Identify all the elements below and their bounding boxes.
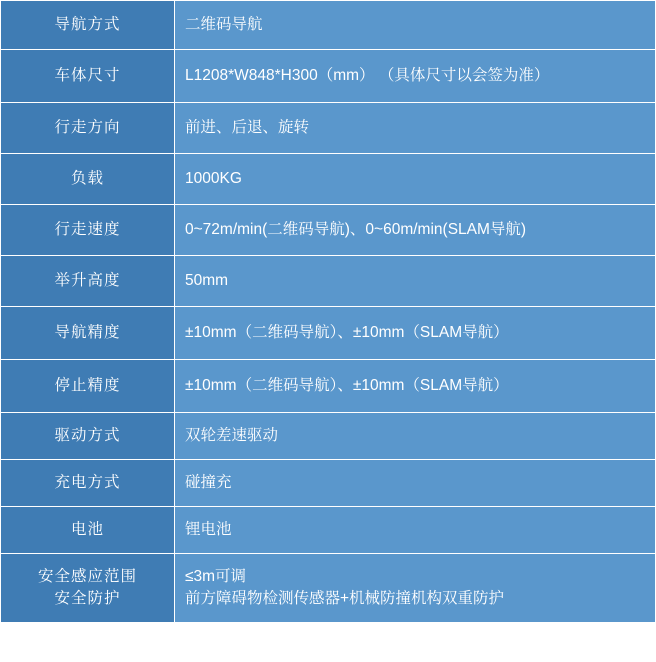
spec-label-text: 充电方式 <box>54 473 121 491</box>
spec-value-cell <box>175 103 656 154</box>
spec-label-cell <box>1 460 175 507</box>
spec-label-cell <box>1 50 175 103</box>
spec-value-text: ≤3m可调 <box>185 567 247 585</box>
spec-value-text: ±10mm（二维码导航）、±10mm（SLAM导航） <box>185 376 509 394</box>
spec-value-text: ±10mm（二维码导航）、±10mm（SLAM导航） <box>185 323 509 341</box>
table-body <box>1 1 656 623</box>
spec-label-text: 驱动方式 <box>54 426 121 444</box>
spec-label-text: 电池 <box>70 520 104 538</box>
spec-value-cell <box>175 1 656 50</box>
spec-label-text: 导航精度 <box>54 323 121 341</box>
table-row <box>1 413 656 460</box>
spec-value-cell <box>175 413 656 460</box>
spec-label-text: 行走速度 <box>54 220 121 238</box>
spec-value-cell <box>175 154 656 205</box>
spec-value-text: 锂电池 <box>185 520 232 538</box>
spec-value-cell <box>175 256 656 307</box>
spec-label-cell <box>1 256 175 307</box>
table-row <box>1 360 656 413</box>
spec-label-cell <box>1 103 175 154</box>
spec-label-cell <box>1 205 175 256</box>
table-row <box>1 154 656 205</box>
spec-label-cell <box>1 154 175 205</box>
spec-value-cell <box>175 554 656 623</box>
spec-value-cell <box>175 360 656 413</box>
table-row <box>1 554 656 623</box>
spec-value-cell <box>175 50 656 103</box>
spec-value-text: 二维码导航 <box>185 15 263 33</box>
spec-value-cell <box>175 205 656 256</box>
table-row <box>1 1 656 50</box>
table-row <box>1 205 656 256</box>
spec-label-cell <box>1 507 175 554</box>
spec-label-cell <box>1 554 175 623</box>
spec-label-text: 停止精度 <box>54 376 121 394</box>
spec-label-cell <box>1 413 175 460</box>
spec-label-text: 安全感应范围 <box>37 567 137 585</box>
spec-label-cell <box>1 360 175 413</box>
spec-value-text: 1000KG <box>185 169 242 187</box>
spec-value-text: 前进、后退、旋转 <box>185 118 310 136</box>
spec-value-text: L1208*W848*H300（mm） （具体尺寸以会签为准） <box>185 66 550 84</box>
spec-label-text: 行走方向 <box>54 118 121 136</box>
table-row <box>1 307 656 360</box>
spec-value-text: 前方障碍物检测传感器+机械防撞机构双重防护 <box>185 590 505 607</box>
spec-value-cell <box>175 307 656 360</box>
spec-label-text: 安全防护 <box>54 590 121 607</box>
table-row <box>1 103 656 154</box>
spec-label-text: 举升高度 <box>54 271 121 289</box>
spec-label-text: 负载 <box>70 169 104 187</box>
table-row <box>1 50 656 103</box>
spec-label-text: 导航方式 <box>54 15 121 33</box>
spec-value-cell <box>175 507 656 554</box>
spec-label-text: 车体尺寸 <box>54 66 121 84</box>
spec-value-text: 碰撞充 <box>185 473 232 491</box>
spec-label-cell <box>1 307 175 360</box>
spec-label-cell <box>1 1 175 50</box>
spec-value-cell <box>175 460 656 507</box>
table-row <box>1 507 656 554</box>
table-row <box>1 460 656 507</box>
spec-value-text: 双轮差速驱动 <box>185 426 279 444</box>
spec-value-text: 50mm <box>185 271 229 289</box>
table-row <box>1 256 656 307</box>
spec-value-text: 0~72m/min(二维码导航)、0~60m/min(SLAM导航) <box>185 220 527 238</box>
